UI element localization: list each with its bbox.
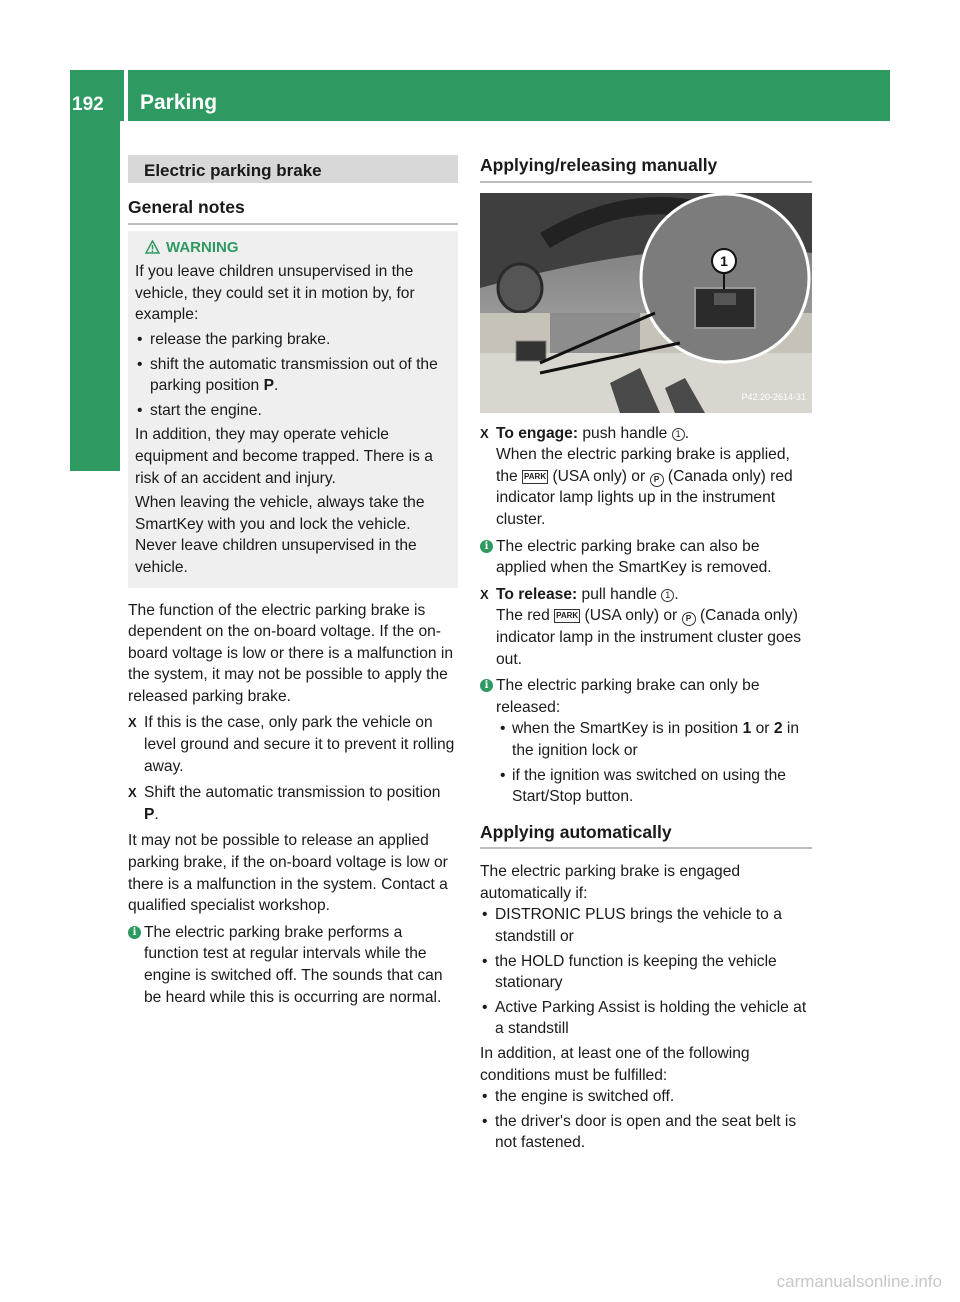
warning-para: When leaving the vehicle, always take the SmartKey with you and lock the vehicle. Never leave children unsupervised in the vehicle. — [135, 494, 425, 576]
park-symbol-icon: PARK — [522, 470, 548, 484]
figure-callout-number: 1 — [720, 252, 728, 269]
list-item: • the engine is switched off. — [480, 1086, 812, 1108]
right-column — [480, 150, 812, 1157]
subheading-automatic: Applying automatically — [480, 822, 812, 850]
info-note: i The electric parking brake can only be released: — [480, 675, 812, 718]
info-note: i The electric parking brake performs a function test at regular intervals while the engine is switched off. The sounds that can be heard while this is occurring are normal. — [128, 922, 458, 1008]
list-item: • the HOLD function is keeping the vehicle stationary — [480, 951, 812, 994]
p-symbol-icon: P — [682, 612, 696, 626]
subheading-general-notes: General notes — [128, 197, 458, 225]
body-paragraph: It may not be possible to release an applied parking brake, if the on-board voltage is low or there is a malfunction in the system. Contact a qualified specialist workshop. — [128, 832, 448, 915]
instruction-step: X To release: pull handle 1 . The red PARK (USA only) or P (Canada only) indicator lamp in the instrument cluster goes out. — [480, 585, 802, 668]
info-note: i The electric parking brake can also be applied when the SmartKey is removed. — [480, 536, 812, 579]
list-item: • if the ignition was switched on using the Start/Stop button. — [480, 765, 812, 808]
warning-title: WARNING — [135, 237, 451, 259]
step-arrow-icon: X — [128, 715, 137, 731]
step-arrow-icon: X — [128, 785, 137, 801]
page-number: 192 — [72, 94, 104, 115]
list-item: • Active Parking Assist is holding the vehicle at a standstill — [480, 997, 812, 1040]
p-symbol-icon: P — [650, 473, 664, 487]
figure-caption: P42.20-2614-31 — [741, 392, 806, 402]
list-item: • DISTRONIC PLUS brings the vehicle to a standstill or — [480, 904, 812, 947]
warning-para: In addition, they may operate vehicle equipment and become trapped. There is a risk of an accident and injury. — [135, 426, 433, 487]
header-divider — [124, 70, 128, 121]
subheading-manual: Applying/releasing manually — [480, 155, 812, 183]
park-symbol-icon: PARK — [554, 609, 580, 623]
callout-number: 1 — [661, 589, 674, 602]
list-item: • release the parking brake. — [135, 329, 451, 351]
list-item: • start the engine. — [135, 400, 451, 422]
instruction-step: X If this is the case, only park the vehicle on level ground and secure it to prevent it rolling away. — [128, 714, 455, 775]
body-paragraph: The electric parking brake is engaged automatically if: — [480, 863, 741, 902]
warning-triangle-icon — [145, 240, 160, 254]
watermark: carmanualsonline.info — [776, 1272, 942, 1291]
step-arrow-icon: X — [480, 425, 489, 441]
info-icon: i — [480, 679, 493, 692]
step-arrow-icon: X — [480, 586, 489, 602]
instruction-step: X To engage: push handle 1 . When the electric parking brake is applied, the PARK (USA only) or P (Canada only) red indicator lamp lights up in the instrument cluster. — [480, 424, 793, 528]
dashboard-illustration — [480, 193, 812, 413]
body-paragraph: The function of the electric parking brake is dependent on the on-board voltage. If the on-board voltage is low or there is a malfunction in the system, it may not be possible to apply the released parking brake. — [128, 601, 454, 705]
page-title: Parking — [140, 91, 218, 114]
list-item: • the driver's door is open and the seat belt is not fastened. — [480, 1111, 812, 1154]
callout-number: 1 — [672, 428, 685, 441]
side-tab-label: Driving and parking — [81, 156, 108, 372]
info-icon: i — [480, 540, 493, 553]
warning-intro: If you leave children unsupervised in the vehicle, they could set it in motion by, for example: — [135, 263, 415, 324]
body-paragraph: In addition, at least one of the following conditions must be fulfilled: — [480, 1045, 750, 1084]
section-title: Electric parking brake — [128, 155, 458, 183]
list-item: • shift the automatic transmission out of the parking position P. — [135, 354, 451, 397]
left-column — [128, 150, 458, 1008]
warning-box — [128, 231, 458, 588]
instruction-step: X Shift the automatic transmission to position P. — [128, 784, 441, 823]
list-item: • when the SmartKey is in position 1 or 2 in the ignition lock or — [480, 718, 812, 761]
figure-parking-brake-handle — [480, 193, 812, 413]
info-icon: i — [128, 926, 141, 939]
